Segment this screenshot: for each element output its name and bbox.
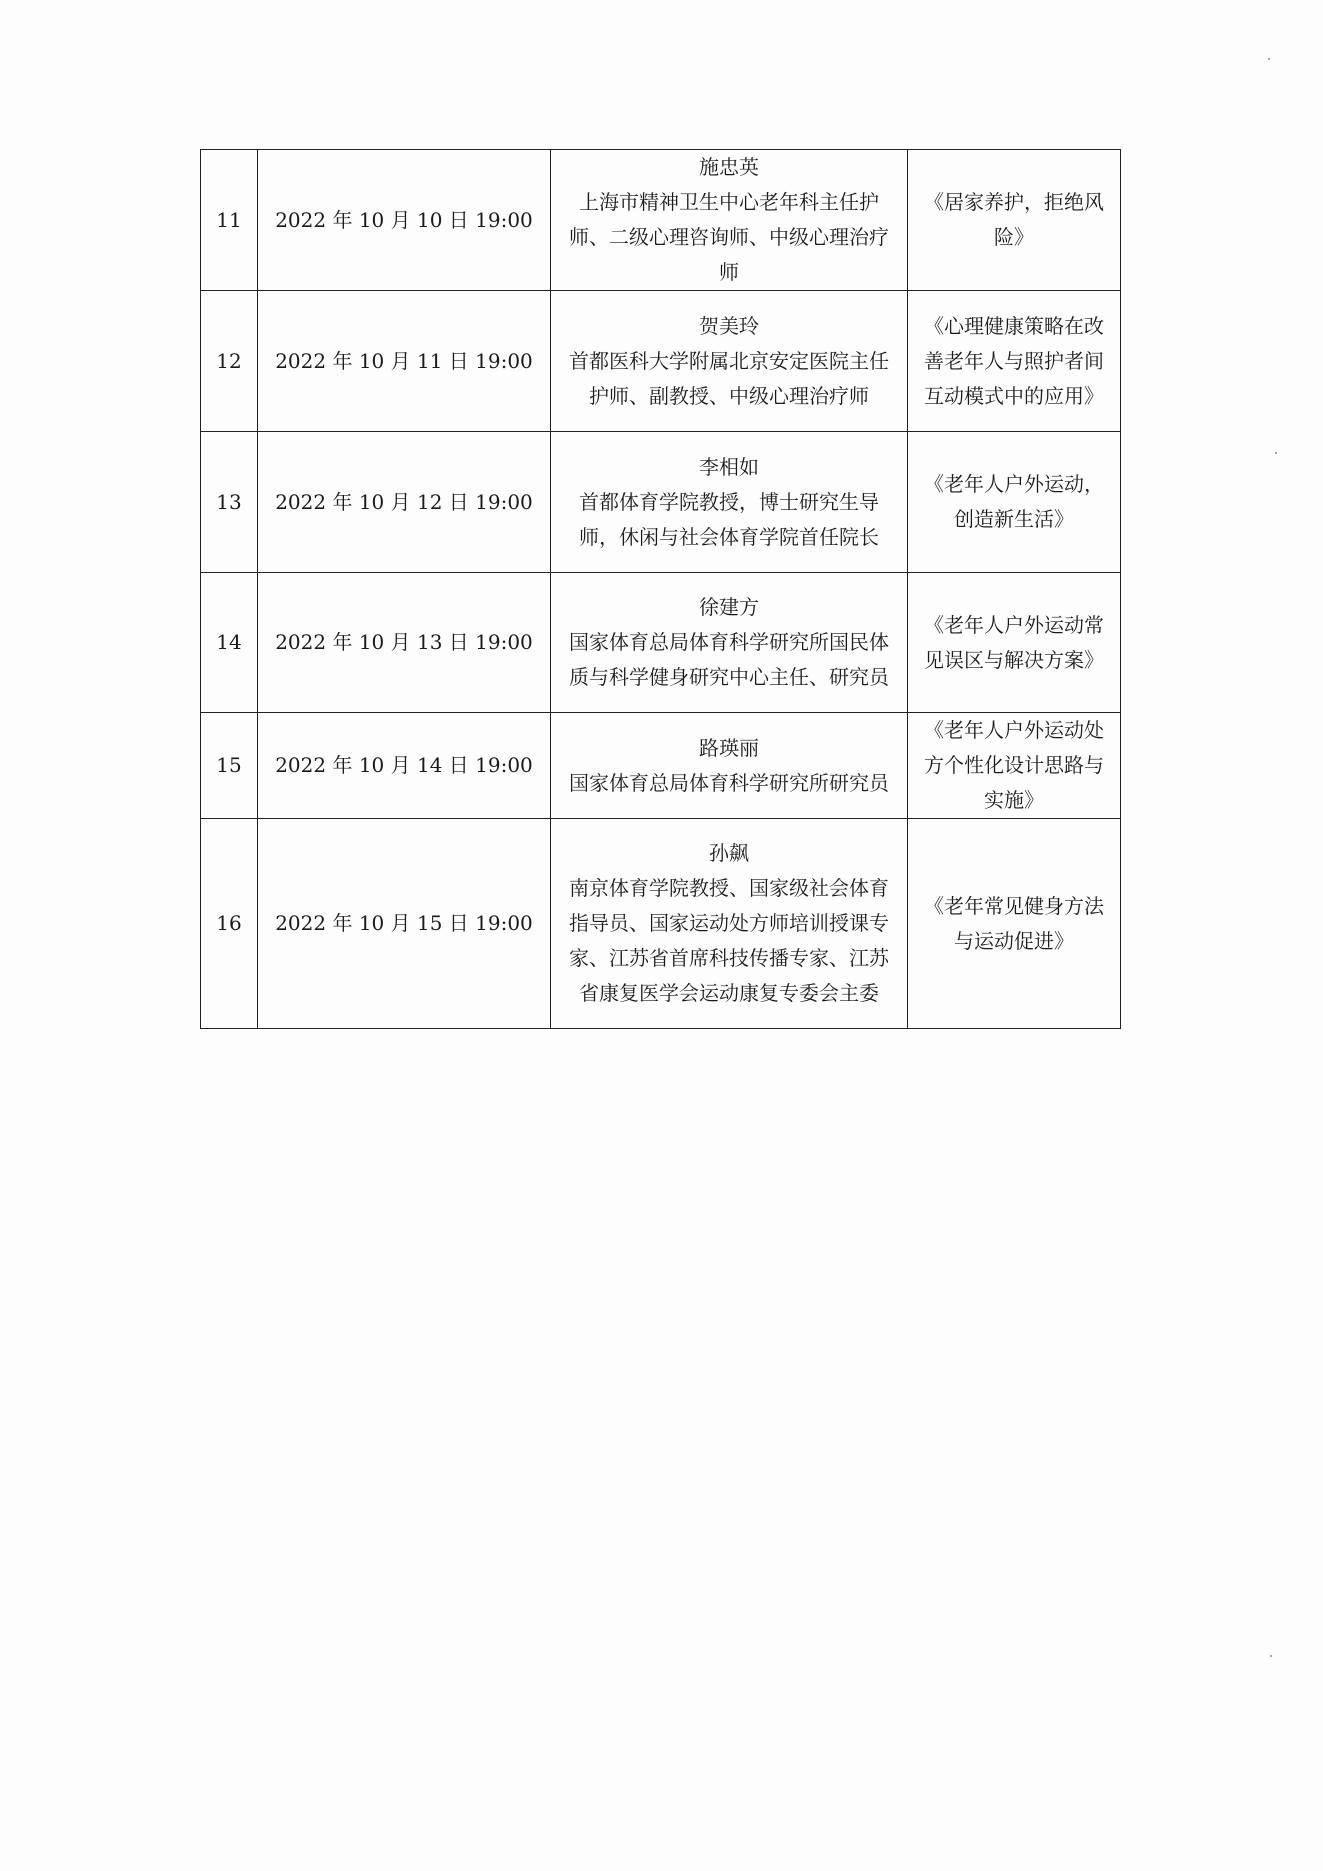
table-row: [201, 150, 1121, 291]
scan-speck: [1268, 58, 1270, 60]
speaker-cell: [551, 819, 908, 1029]
lecture-topic: [908, 291, 1121, 432]
row-number-text: 12: [216, 348, 242, 373]
session-time-text: 2022 年 10 月 10 日 19:00: [275, 207, 533, 232]
speaker-name: 贺美玲: [699, 313, 759, 338]
row-number: [201, 819, 258, 1029]
scan-speck: [1275, 452, 1277, 454]
session-time-text: 2022 年 10 月 11 日 19:00: [275, 348, 533, 373]
session-time: [258, 819, 551, 1029]
lecture-topic-text: 《老年人户外运动，创造新生活》: [924, 472, 1104, 531]
schedule-table: [200, 149, 1121, 1029]
lecture-topic: [908, 150, 1121, 291]
speaker-name: 李相如: [699, 454, 759, 479]
lecture-topic-text: 《居家养护，拒绝风险》: [924, 190, 1104, 249]
session-time-text: 2022 年 10 月 12 日 19:00: [275, 489, 533, 514]
table-row: [201, 291, 1121, 432]
table-row: [201, 432, 1121, 573]
row-number: [201, 573, 258, 713]
lecture-topic: [908, 713, 1121, 819]
speaker-cell: [551, 291, 908, 432]
lecture-topic: [908, 573, 1121, 713]
table-row: [201, 573, 1121, 713]
row-number-text: 13: [216, 489, 242, 514]
speaker-name: 路瑛丽: [699, 735, 759, 760]
session-time: [258, 291, 551, 432]
session-time: [258, 150, 551, 291]
row-number-text: 16: [216, 911, 242, 935]
lecture-topic-text: 《老年人户外运动常见误区与解决方案》: [924, 612, 1104, 672]
speaker-cell: [551, 150, 908, 291]
lecture-topic-text: 《老年人户外运动处方个性化设计思路与实施》: [924, 718, 1104, 812]
lecture-topic-text: 《心理健康策略在改善老年人与照护者间互动模式中的应用》: [924, 313, 1104, 408]
session-time: [258, 573, 551, 713]
row-number-text: 11: [216, 207, 242, 232]
table-row: [201, 713, 1121, 819]
row-number-text: 14: [216, 630, 242, 654]
session-time-text: 2022 年 10 月 15 日 19:00: [275, 911, 533, 935]
table-row: [201, 819, 1121, 1029]
lecture-topic: [908, 819, 1121, 1029]
speaker-name: 孙飙: [709, 841, 749, 865]
speaker-title: 国家体育总局体育科学研究所研究员: [569, 770, 889, 795]
speaker-cell: [551, 432, 908, 573]
row-number: [201, 150, 258, 291]
speaker-title: 南京体育学院教授、国家级社会体育指导员、国家运动处方师培训授课专家、江苏省首席科技传播专家、江苏省康复医学会运动康复专委会主委: [569, 876, 889, 1005]
row-number: [201, 291, 258, 432]
session-time: [258, 432, 551, 573]
speaker-title: 首都体育学院教授，博士研究生导师，休闲与社会体育学院首任院长: [579, 489, 879, 549]
row-number: [201, 432, 258, 573]
row-number: [201, 713, 258, 819]
session-time-text: 2022 年 10 月 14 日 19:00: [275, 753, 533, 777]
session-time-text: 2022 年 10 月 13 日 19:00: [275, 630, 533, 654]
speaker-cell: [551, 573, 908, 713]
speaker-title: 首都医科大学附属北京安定医院主任护师、副教授、中级心理治疗师: [569, 348, 889, 408]
speaker-title: 国家体育总局体育科学研究所国民体质与科学健身研究中心主任、研究员: [569, 630, 889, 689]
lecture-topic-text: 《老年常见健身方法与运动促进》: [924, 893, 1104, 953]
speaker-title: 上海市精神卫生中心老年科主任护师、二级心理咨询师、中级心理治疗师: [569, 190, 889, 284]
speaker-name: 徐建方: [699, 595, 759, 619]
speaker-name: 施忠英: [699, 155, 759, 179]
speaker-cell: [551, 713, 908, 819]
lecture-topic: [908, 432, 1121, 573]
scan-speck: [1270, 1655, 1272, 1657]
session-time: [258, 713, 551, 819]
row-number-text: 15: [216, 753, 242, 777]
